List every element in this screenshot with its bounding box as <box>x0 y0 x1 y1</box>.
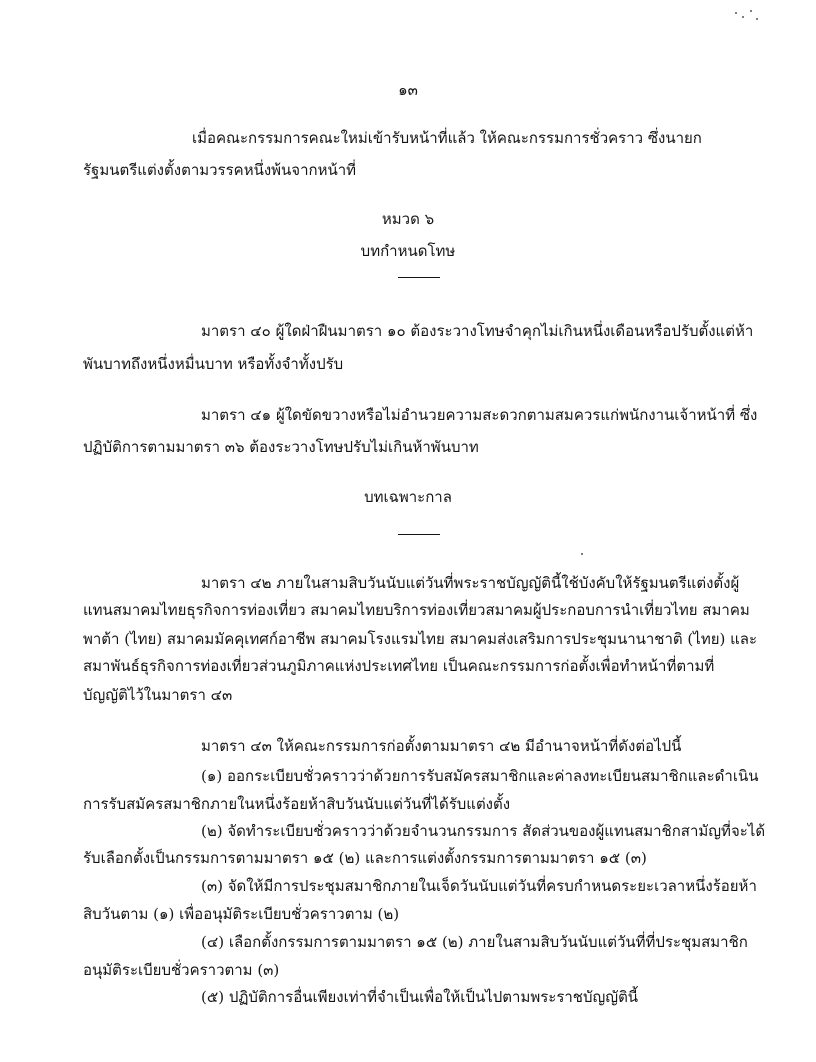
text-line: แทนสมาคมไทยธุรกิจการท่องเที่ยว สมาคมไทยบริการท่องเที่ยวสมาคมผู้ประกอบการนำเที่ยวไทย สมาคม <box>83 601 750 619</box>
text-line: สิบวันตาม (๑) เพื่ออนุมัติระเบียบชั่วคราวตาม (๒) <box>83 905 400 923</box>
text-line: มาตรา ๔๑ ผู้ใดขัดขวางหรือไม่อำนวยความสะดวกตามสมควรแก่พนักงานเจ้าหน้าที่ ซึ่ง <box>201 406 758 424</box>
scan-speck <box>742 16 744 18</box>
text-line: พาต้า (ไทย) สมาคมมัคคุเทศก์อาชีพ สมาคมโรงแรมไทย สมาคมส่งเสริมการประชุมนานาชาติ (ไทย) และ <box>83 630 758 648</box>
text-line: ปฏิบัติการตามมาตรา ๓๖ ต้องระวางโทษปรับไม่เกินห้าพันบาท <box>83 438 479 456</box>
heading-divider <box>398 534 440 535</box>
text-line: มาตรา ๔๓ ให้คณะกรรมการก่อตั้งตามมาตรา ๔๒ มีอำนาจหน้าที่ดังต่อไปนี้ <box>201 737 682 755</box>
chapter-title: บทกำหนดโทษ <box>360 242 456 260</box>
text-line: รับเลือกตั้งเป็นกรรมการตามมาตรา ๑๕ (๒) และการแต่งตั้งกรรมการตามมาตรา ๑๕ (๓) <box>83 849 647 867</box>
scan-speck <box>750 10 752 12</box>
text-line: พันบาทถึงหนึ่งหมื่นบาท หรือทั้งจำทั้งปรับ <box>83 355 344 373</box>
page-number: ๑๓ <box>398 81 418 99</box>
text-line: อนุมัติระเบียบชั่วคราวตาม (๓) <box>83 961 280 979</box>
text-line: สมาพันธ์ธุรกิจการท่องเที่ยวส่วนภูมิภาคแห่งประเทศไทย เป็นคณะกรรมการก่อตั้งเพื่อทำหน้าที่ตามที่ <box>83 657 715 675</box>
text-line: การรับสมัครสมาชิกภายในหนึ่งร้อยห้าสิบวันนับแต่วันที่ได้รับแต่งตั้ง <box>83 795 511 813</box>
heading-divider <box>398 277 440 278</box>
list-item: (๒) จัดทำระเบียบชั่วคราวว่าด้วยจำนวนกรรมการ สัดส่วนของผู้แทนสมาชิกสามัญที่จะได้ <box>201 822 766 840</box>
list-item: (๓) จัดให้มีการประชุมสมาชิกภายในเจ็ดวันนับแต่วันที่ครบกำหนดระยะเวลาหนึ่งร้อยห้า <box>201 877 757 895</box>
scan-speck <box>735 12 737 14</box>
transitory-title: บทเฉพาะกาล <box>364 488 452 506</box>
text-line: รัฐมนตรีแต่งตั้งตามวรรคหนึ่งพ้นจากหน้าที่ <box>83 161 357 179</box>
list-item: (๕) ปฏิบัติการอื่นเพียงเท่าที่จำเป็นเพื่อให้เป็นไปตามพระราชบัญญัตินี้ <box>201 988 639 1006</box>
scan-speck <box>581 553 583 555</box>
scan-speck <box>756 18 758 20</box>
text-line: บัญญัติไว้ในมาตรา ๔๓ <box>83 686 233 704</box>
text-line: เมื่อคณะกรรมการคณะใหม่เข้ารับหน้าที่แล้ว ให้คณะกรรมการชั่วคราว ซึ่งนายก <box>192 129 702 147</box>
list-item: (๔) เลือกตั้งกรรมการตามมาตรา ๑๕ (๒) ภายในสามสิบวันนับแต่วันที่ที่ประชุมสมาชิก <box>201 933 748 951</box>
chapter-number: หมวด ๖ <box>381 210 435 228</box>
text-line: มาตรา ๔๒ ภายในสามสิบวันนับแต่วันที่พระราชบัญญัตินี้ใช้บังคับให้รัฐมนตรีแต่งตั้งผู้ <box>201 574 740 592</box>
list-item: (๑) ออกระเบียบชั่วคราวว่าด้วยการรับสมัครสมาชิกและค่าลงทะเบียนสมาชิกและดำเนิน <box>201 767 759 785</box>
text-line: มาตรา ๔๐ ผู้ใดฝ่าฝืนมาตรา ๑๐ ต้องระวางโทษจำคุกไม่เกินหนึ่งเดือนหรือปรับตั้งแต่ห้า <box>201 322 754 340</box>
